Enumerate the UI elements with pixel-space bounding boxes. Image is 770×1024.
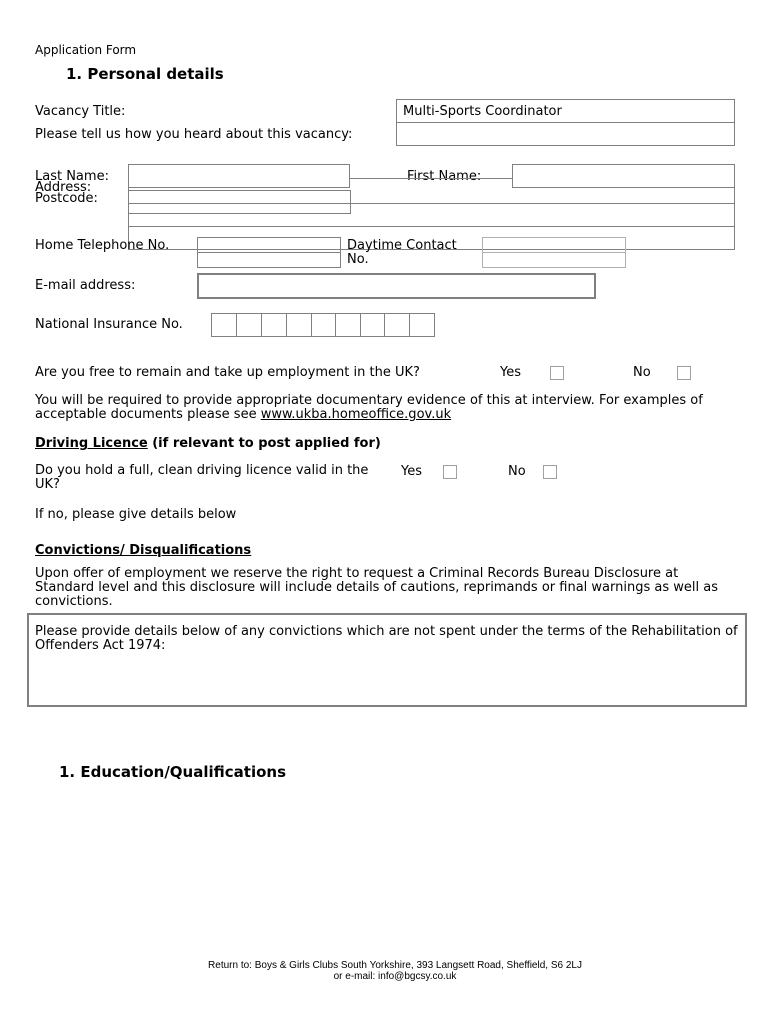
ukba-link[interactable]: www.ukba.homeoffice.gov.uk bbox=[260, 407, 452, 422]
address-label: Address: bbox=[35, 180, 92, 195]
vacancy-title-field[interactable] bbox=[396, 99, 735, 123]
first-name-field[interactable] bbox=[512, 164, 735, 188]
uk-no-label: No bbox=[633, 365, 651, 380]
convictions-text: Upon offer of employment we reserve the right to request a Criminal Records Bureau Disclosure at Standard level and this disclosure will include details of cautions, reprimands or final warnings as well as convictions. bbox=[35, 566, 718, 609]
education-heading: 1. Education/Qualifications bbox=[59, 763, 286, 781]
ni-digit-box[interactable] bbox=[384, 313, 410, 337]
last-name-field[interactable] bbox=[128, 164, 350, 188]
ni-digit-box[interactable] bbox=[286, 313, 312, 337]
driving-no-checkbox[interactable] bbox=[543, 465, 557, 479]
daytime-contact-label: Daytime Contact bbox=[347, 238, 457, 253]
driving-yes-checkbox[interactable] bbox=[443, 465, 457, 479]
personal-details-heading: 1. Personal details bbox=[66, 65, 224, 83]
heard-about-label: Please tell us how you heard about this vacancy: bbox=[35, 127, 353, 142]
email-label: E-mail address: bbox=[35, 278, 136, 293]
uk-employment-question: Are you free to remain and take up employment in the UK? bbox=[35, 365, 420, 380]
driving-licence-heading bbox=[35, 436, 381, 451]
form-label: Application Form bbox=[35, 43, 137, 57]
ni-digit-box[interactable] bbox=[236, 313, 262, 337]
postcode-label: Postcode: bbox=[35, 191, 98, 206]
field-divider bbox=[483, 252, 625, 253]
convictions-box-prompt: Please provide details below of any convictions which are not spent under the terms of the Rehabilitation of Offenders Act 1974: bbox=[35, 624, 738, 653]
ni-digit-box[interactable] bbox=[409, 313, 435, 337]
driving-licence-heading-main: Driving Licence bbox=[35, 436, 148, 451]
heard-about-field[interactable] bbox=[396, 122, 735, 146]
ni-digit-box[interactable] bbox=[211, 313, 237, 337]
ni-digit-box[interactable] bbox=[360, 313, 385, 337]
last-name-label: Last Name: bbox=[35, 169, 109, 184]
footer-address: Return to: Boys & Girls Clubs South Yorkshire, 393 Langsett Road, Sheffield, S6 2LJ bbox=[208, 960, 582, 971]
vacancy-title-value: Multi-Sports Coordinator bbox=[403, 104, 562, 119]
driving-no-label: No bbox=[508, 464, 526, 479]
email-field[interactable] bbox=[197, 273, 596, 299]
daytime-contact-label-cont: No. bbox=[347, 252, 369, 267]
vacancy-title-label: Vacancy Title: bbox=[35, 104, 126, 119]
uk-no-checkbox[interactable] bbox=[677, 366, 691, 380]
postcode-field[interactable] bbox=[128, 190, 351, 214]
footer-email: or e-mail: info@bgcsy.co.uk bbox=[333, 971, 457, 982]
field-divider bbox=[198, 252, 340, 253]
uk-evidence-text: You will be required to provide appropriate documentary evidence of this at interview. For examples of acceptable documents please see bbox=[35, 393, 703, 422]
home-telephone-label: Home Telephone No. bbox=[35, 238, 170, 253]
convictions-details-box[interactable] bbox=[27, 613, 747, 707]
address-line-divider bbox=[129, 226, 734, 227]
uk-yes-label: Yes bbox=[500, 365, 521, 380]
driving-licence-heading-note: (if relevant to post applied for) bbox=[147, 436, 381, 451]
convictions-heading: Convictions/ Disqualifications bbox=[35, 543, 252, 558]
uk-yes-checkbox[interactable] bbox=[550, 366, 564, 380]
ni-digit-box[interactable] bbox=[311, 313, 336, 337]
driving-yes-label: Yes bbox=[401, 464, 422, 479]
ni-digit-box[interactable] bbox=[335, 313, 361, 337]
uk-evidence-note bbox=[35, 394, 735, 422]
driving-licence-question: Do you hold a full, clean driving licence valid in the UK? bbox=[35, 463, 369, 492]
first-name-label: First Name: bbox=[407, 169, 482, 184]
driving-if-no-text: If no, please give details below bbox=[35, 507, 237, 522]
ni-digit-box[interactable] bbox=[261, 313, 287, 337]
ni-number-label: National Insurance No. bbox=[35, 317, 183, 332]
